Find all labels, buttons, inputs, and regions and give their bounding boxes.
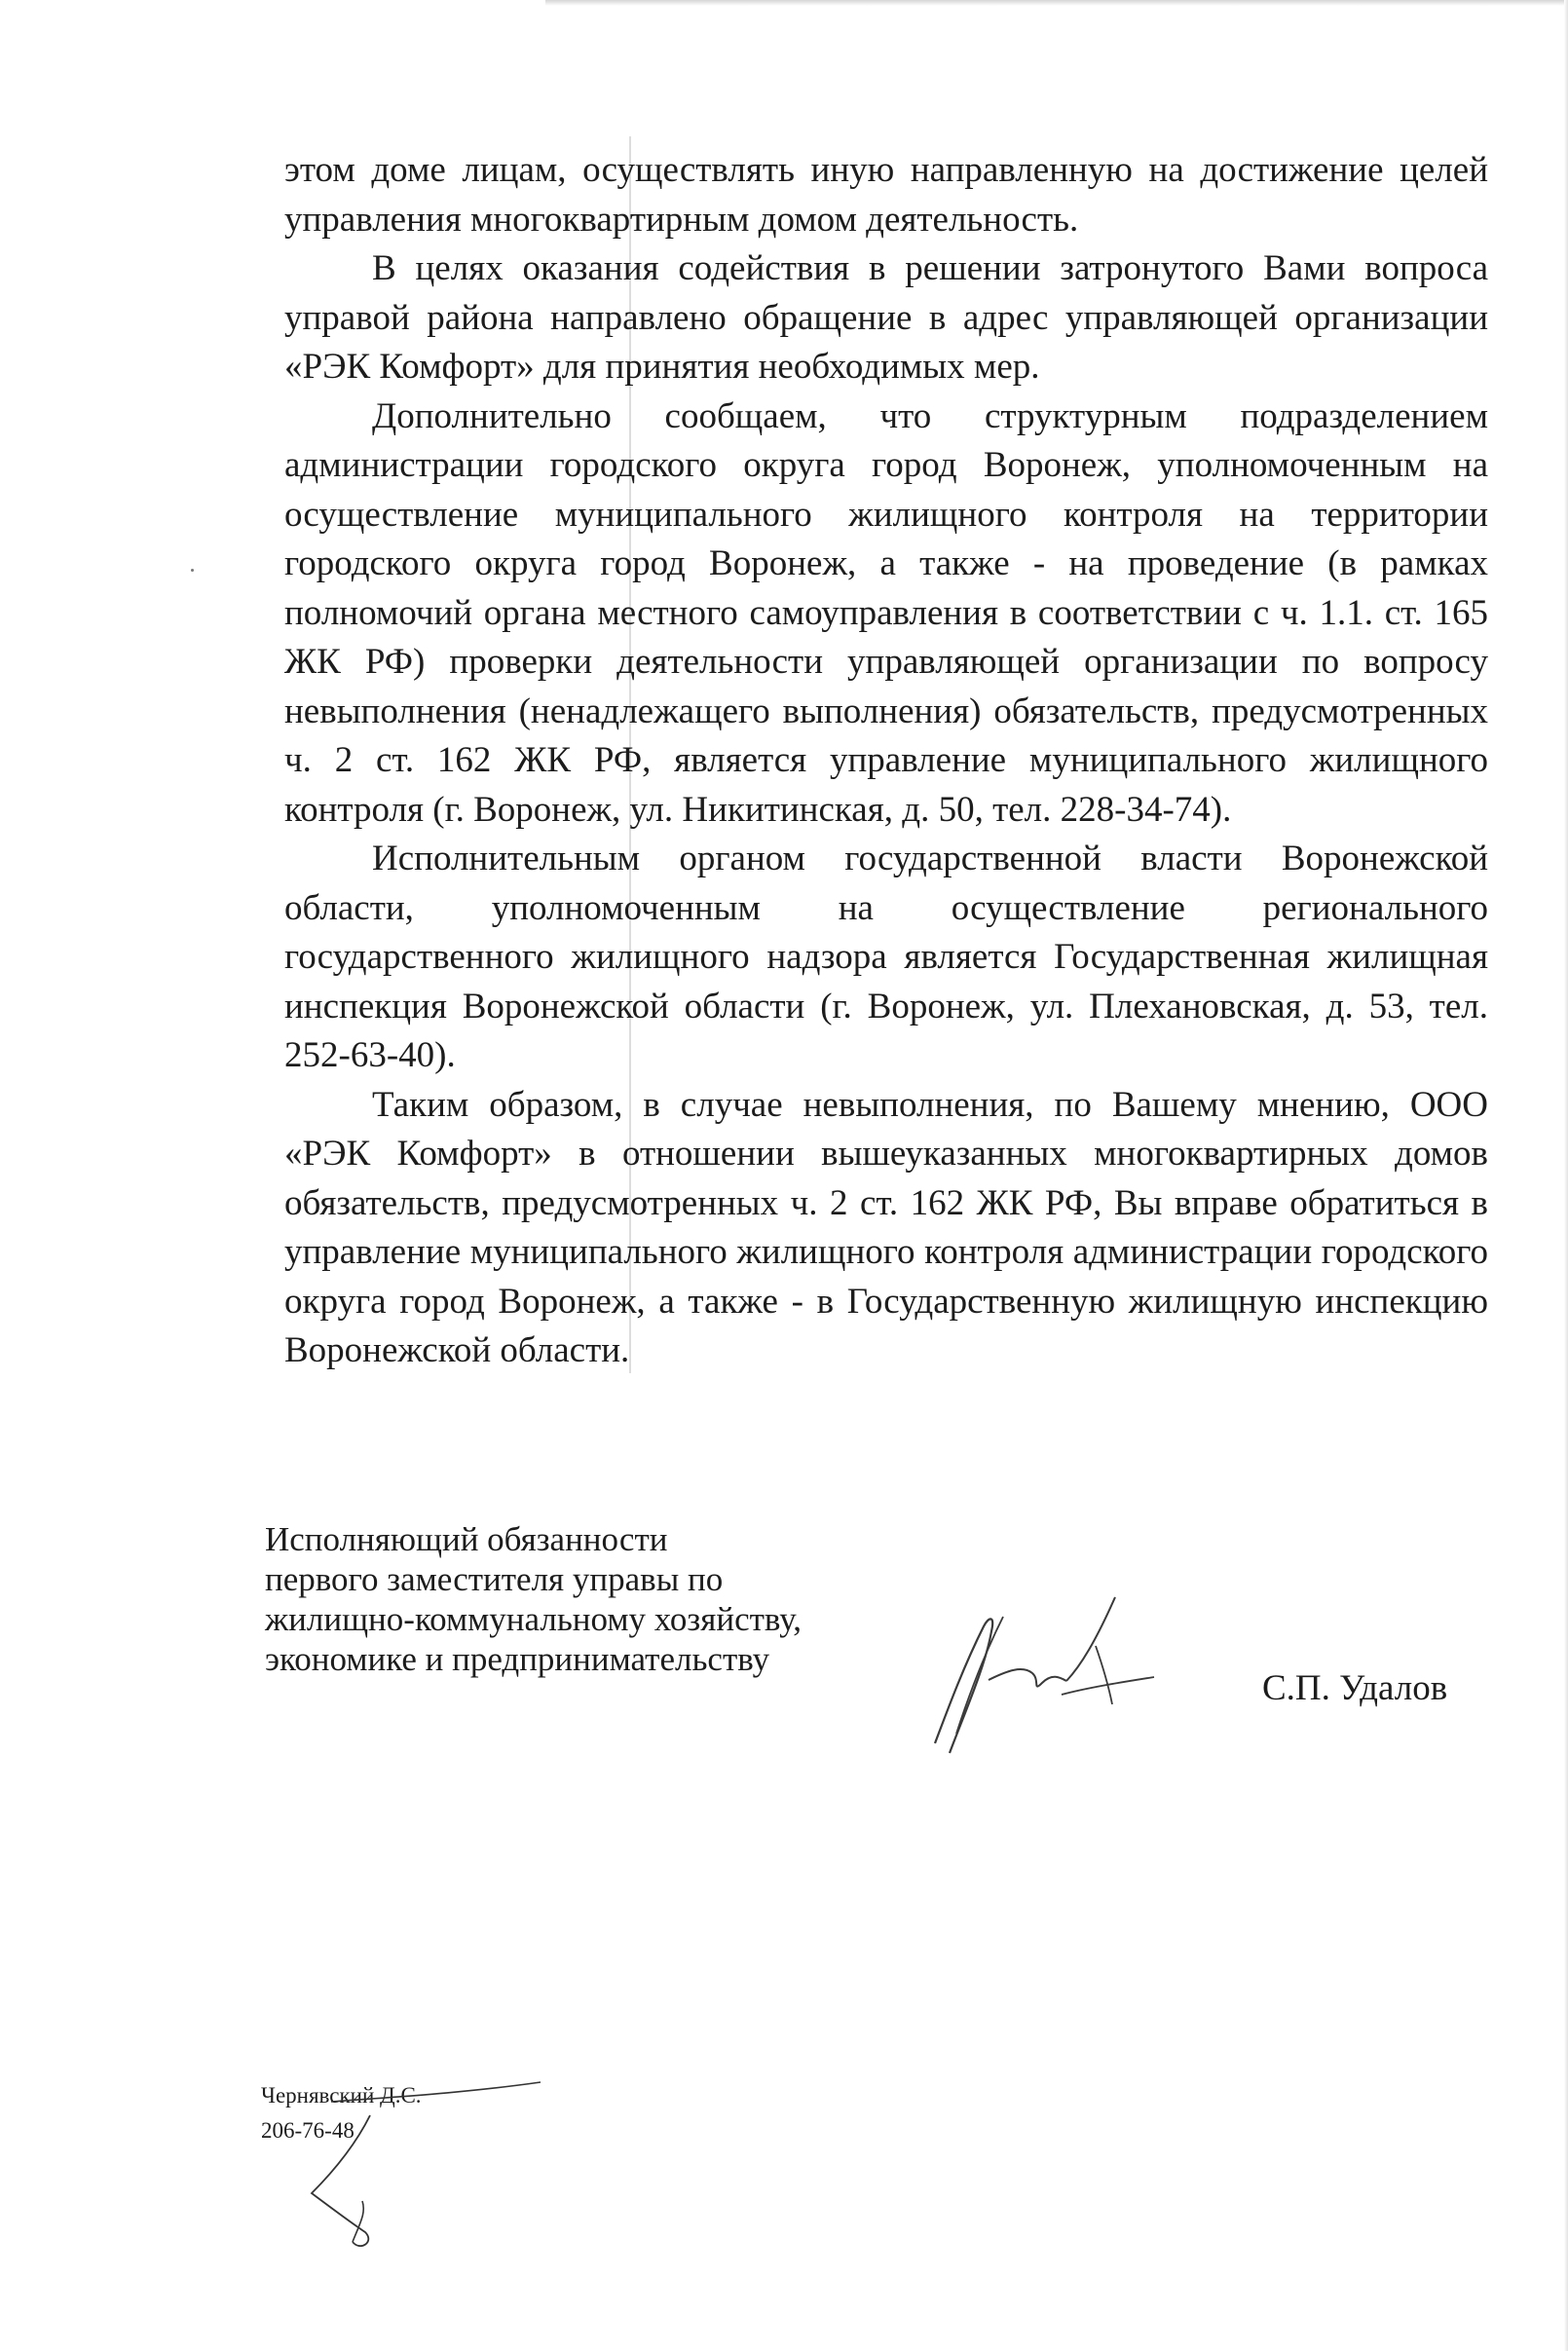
page-right-edge [1564,0,1568,2351]
paragraph-state-inspection: Исполнительным органом государственной власти Воронежской области, уполномоченным на осуществление регионального государственного жилищного надзора является Государственная жилищная инспекция Воронежской области (г. Воронеж, ул. Плехановская, д. 53, тел. 252-63-40). [284,839,1488,1075]
signatory-title-block [265,1519,947,1679]
executor-initials-mark [292,2076,545,2261]
paragraph-assistance: В целях оказания содействия в решении затронутого Вами вопроса управой района направлено обращение в адрес управляющей организации «РЭК Комфорт» для принятия необходимых мер. [284,248,1488,387]
executor-phone: 206-76-48 [261,2118,355,2143]
paragraph-continuation: этом доме лицам, осуществлять иную направленную на достижение целей управления многоквартирным домом деятельность. [284,150,1488,240]
scan-speck [191,569,194,572]
page-top-edge [545,0,1568,6]
paragraph-municipal-control: Дополнительно сообщаем, что структурным подразделением администрации городского округа город Воронеж, уполномоченным на осуществление муниципального жилищного контроля на территории городского округа город Воронеж, а также - на проведение (в рамках полномочий органа местного самоуправления в соответствии с ч. 1.1. ст. 165 ЖК РФ) проверки деятельности управляющей организации по вопросу невыполнения (ненадлежащего выполнения) обязательств, предусмотренных ч. 2 ст. 162 ЖК РФ, является управление муниципального жилищного контроля (г. Воронеж, ул. Никитинская, д. 50, тел. 228-34-74). [284,395,1488,830]
letter-body [284,146,1488,1376]
executor-name: Чернявский Д.С. [261,2083,422,2108]
handwritten-signature [896,1587,1188,1763]
paragraph-conclusion: Таким образом, в случае невыполнения, по Вашему мнению, ООО «РЭК Комфорт» в отношении вышеуказанных многоквартирных домов обязательств, предусмотренных ч. 2 ст. 162 ЖК РФ, Вы вправе обратиться в управление муниципального жилищного контроля администрации городского округа город Воронеж, а также - в Государственную жилищную инспекцию Воронежской области. [284,1084,1488,1370]
signatory-title-line: первого заместителя управы по [265,1560,724,1598]
signatory-title-line: Исполняющий обязанности [265,1520,668,1558]
signatory-title-line: жилищно-коммунальному хозяйству, [265,1600,802,1638]
signatory-title-line: экономике и предпринимательству [265,1640,770,1678]
signatory-name: С.П. Удалов [1262,1668,1448,1708]
